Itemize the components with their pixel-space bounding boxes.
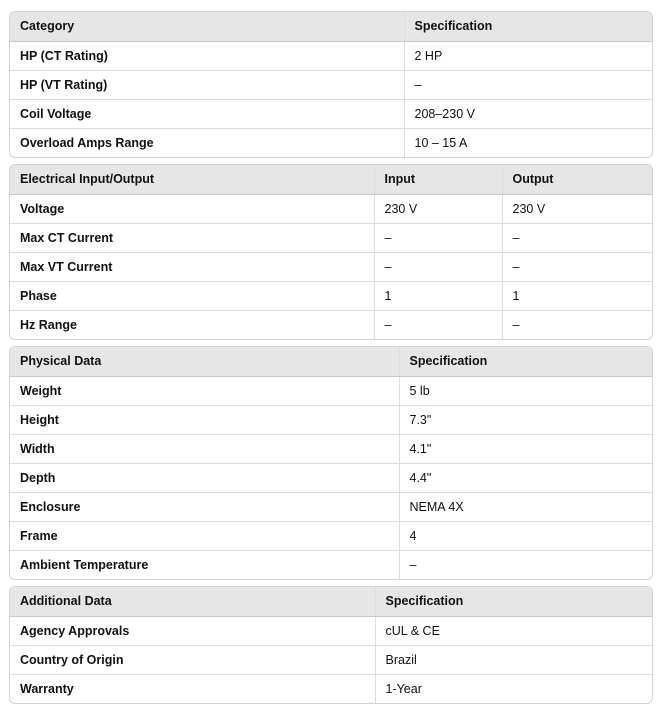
row-label: Depth (10, 463, 399, 492)
column-header: Additional Data (10, 587, 375, 616)
table-row (10, 645, 652, 674)
column-header: Output (502, 165, 652, 194)
table-row (10, 405, 652, 434)
input-value: 1 (374, 281, 502, 310)
output-value: 230 V (502, 194, 652, 223)
row-value: cUL & CE (375, 616, 652, 645)
row-value: 4.1" (399, 434, 652, 463)
row-label: Warranty (10, 674, 375, 703)
row-label: Coil Voltage (10, 99, 404, 128)
output-value: 1 (502, 281, 652, 310)
table-row (10, 521, 652, 550)
output-value: – (512, 317, 520, 332)
row-value: 4 (399, 521, 652, 550)
table-row (10, 616, 652, 645)
column-header: Specification (404, 12, 652, 41)
table-row (10, 434, 652, 463)
table-header-row (10, 12, 652, 41)
table-row (10, 281, 652, 310)
physical-data-table (9, 346, 653, 580)
row-value: 10 – 15 A (414, 135, 468, 150)
table-row (10, 223, 652, 252)
table-row (10, 99, 652, 128)
row-value: 208–230 V (404, 99, 652, 128)
row-value: Brazil (375, 645, 652, 674)
row-value: 2 HP (404, 41, 652, 70)
input-value: – (374, 310, 502, 339)
column-header: Specification (399, 347, 652, 376)
input-value: – (374, 252, 502, 281)
table-row (10, 128, 652, 157)
table-header-row (10, 165, 652, 194)
row-label: Frame (10, 521, 399, 550)
row-label: Weight (10, 376, 399, 405)
column-header: Category (10, 12, 404, 41)
output-value: – (502, 223, 652, 252)
table-row (10, 550, 652, 579)
table-row (10, 310, 652, 339)
table-row (10, 252, 652, 281)
column-header: Electrical Input/Output (10, 165, 374, 194)
row-value: 4.4" (399, 463, 652, 492)
row-label: Agency Approvals (10, 616, 375, 645)
output-value: – (502, 252, 652, 281)
table-row (10, 70, 652, 99)
table-row (10, 41, 652, 70)
table-row (10, 376, 652, 405)
row-value: 5 lb (399, 376, 652, 405)
row-label: HP (VT Rating) (10, 70, 404, 99)
row-label: Phase (10, 281, 374, 310)
table-header-row (10, 347, 652, 376)
row-label: Max VT Current (10, 252, 374, 281)
row-label: Ambient Temperature (10, 550, 399, 579)
row-value: 1-Year (385, 681, 422, 696)
table-row (10, 463, 652, 492)
table-header-row (10, 587, 652, 616)
category-spec-table (9, 11, 653, 158)
table-row (10, 492, 652, 521)
row-label: Country of Origin (10, 645, 375, 674)
row-value: – (409, 557, 417, 572)
electrical-io-table (9, 164, 653, 340)
row-label: Hz Range (10, 310, 374, 339)
row-label: Overload Amps Range (10, 128, 404, 157)
row-label: Height (10, 405, 399, 434)
row-label: HP (CT Rating) (10, 41, 404, 70)
input-value: – (374, 223, 502, 252)
additional-data-table (9, 586, 653, 704)
table-row (10, 674, 652, 703)
row-value: 7.3" (399, 405, 652, 434)
column-header: Physical Data (10, 347, 399, 376)
row-value: NEMA 4X (399, 492, 652, 521)
table-row (10, 194, 652, 223)
row-value: – (404, 70, 652, 99)
row-label: Max CT Current (10, 223, 374, 252)
row-label: Enclosure (10, 492, 399, 521)
column-header: Input (374, 165, 502, 194)
input-value: 230 V (374, 194, 502, 223)
row-label: Width (10, 434, 399, 463)
column-header: Specification (375, 587, 652, 616)
row-label: Voltage (10, 194, 374, 223)
